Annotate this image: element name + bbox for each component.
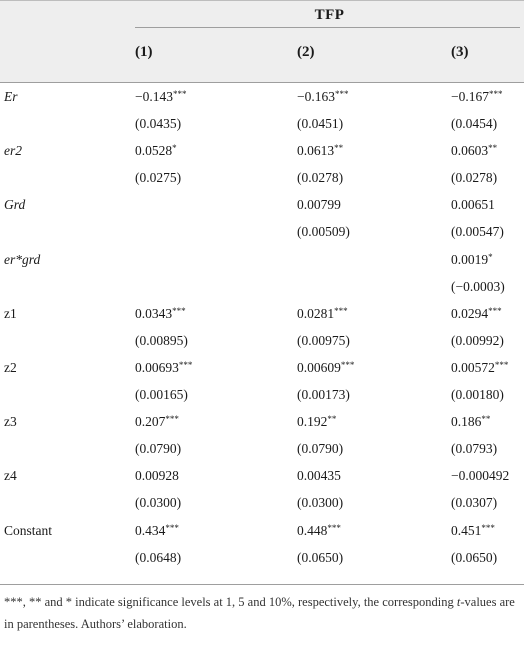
cell-value: (0.0300) <box>135 495 182 511</box>
cell-col-2 <box>297 306 348 322</box>
significance-stars: * <box>488 251 493 262</box>
header-group-row <box>0 1 524 28</box>
cell-value: 0.00799 <box>297 197 341 213</box>
cell-value: (0.00895) <box>135 332 188 348</box>
cell-col-2 <box>297 170 343 186</box>
cell-col-1 <box>135 550 181 566</box>
table-row-standard-error <box>0 489 524 516</box>
table-body <box>0 83 524 571</box>
cell-col-3 <box>451 224 504 240</box>
row-label: Constant <box>4 522 53 538</box>
cell-col-1 <box>135 441 181 457</box>
significance-stars: *** <box>327 522 341 533</box>
significance-stars: * <box>172 143 177 154</box>
significance-stars: *** <box>165 522 179 533</box>
cell-value: (0.00509) <box>297 224 350 240</box>
cell-col-1 <box>135 116 181 132</box>
cell-col-3 <box>451 495 497 511</box>
cell-col-2 <box>297 550 343 566</box>
cell-value: 0.186 <box>451 414 482 430</box>
cell-value: 0.0343 <box>135 305 173 321</box>
cell-col-2 <box>297 468 341 484</box>
cell-col-2 <box>297 360 354 376</box>
cell-col-2 <box>297 197 341 213</box>
cell-value: 0.207 <box>135 414 166 430</box>
cell-value: 0.00928 <box>135 468 179 484</box>
significance-stars: *** <box>340 359 355 370</box>
table-row-standard-error <box>0 164 524 191</box>
cell-col-1 <box>135 360 192 376</box>
significance-stars: *** <box>334 305 348 316</box>
cell-col-1 <box>135 387 188 403</box>
table-row-standard-error <box>0 273 524 300</box>
row-label: z2 <box>4 359 17 375</box>
significance-stars: ** <box>481 414 491 425</box>
cell-value: −0.000492 <box>451 468 510 484</box>
cell-col-3 <box>451 468 509 484</box>
significance-stars: *** <box>494 359 509 370</box>
row-label: z1 <box>4 305 17 321</box>
cell-value: (0.0451) <box>297 116 344 132</box>
cell-value: 0.451 <box>451 522 482 538</box>
cell-col-1 <box>135 414 179 430</box>
significance-stars: *** <box>488 305 502 316</box>
group-title: TFP <box>314 7 345 23</box>
cell-value: 0.0603 <box>451 143 489 159</box>
cell-col-2 <box>297 333 350 349</box>
cell-value: (−0.0003) <box>451 278 505 294</box>
cell-value: (0.00180) <box>451 387 504 403</box>
cell-value: (0.0278) <box>451 170 498 186</box>
cell-col-1 <box>135 143 177 159</box>
footnote-t-symbol: t <box>456 595 461 609</box>
table-row <box>0 517 524 544</box>
cell-value: 0.0294 <box>451 305 489 321</box>
cell-value: (0.0278) <box>297 170 344 186</box>
significance-stars: *** <box>335 89 349 99</box>
cell-col-2 <box>297 495 343 511</box>
cell-value: (0.00547) <box>451 224 504 240</box>
cell-value: 0.00651 <box>451 197 495 213</box>
cell-value: (0.0307) <box>451 495 498 511</box>
cell-value: (0.00173) <box>297 387 350 403</box>
column-header-2: (2) <box>297 44 315 60</box>
cell-value: −0.167 <box>451 89 489 104</box>
column-header-1: (1) <box>135 44 153 60</box>
cell-col-1 <box>135 333 188 349</box>
cell-col-1 <box>135 306 186 322</box>
table-row-standard-error <box>0 110 524 137</box>
significance-stars: ** <box>334 143 344 154</box>
cell-col-3 <box>451 143 497 159</box>
cell-col-2 <box>297 89 349 105</box>
table-row <box>0 246 524 273</box>
table-row <box>0 462 524 489</box>
table-row <box>0 191 524 218</box>
cell-col-2 <box>297 414 336 430</box>
cell-value: 0.00693 <box>135 359 179 375</box>
row-label: er2 <box>4 143 22 159</box>
row-label: Er <box>4 89 18 104</box>
cell-col-3 <box>451 441 497 457</box>
cell-value: (0.0435) <box>135 116 182 132</box>
cell-value: (0.0300) <box>297 495 344 511</box>
footnote-text-start: ***, ** and * indicate significance levels at 1, 5 and 10%, respectively, the corresponding <box>4 595 457 609</box>
cell-col-3 <box>451 387 504 403</box>
cell-col-1 <box>135 468 179 484</box>
significance-stars: *** <box>489 89 503 99</box>
row-label: Grd <box>4 197 26 213</box>
cell-col-2 <box>297 523 341 539</box>
cell-value: 0.0019 <box>451 251 489 267</box>
header-columns-row <box>0 28 524 82</box>
table-row <box>0 354 524 381</box>
table-row-standard-error <box>0 435 524 462</box>
cell-value: (0.00975) <box>297 332 350 348</box>
cell-col-3 <box>451 89 503 105</box>
table-row <box>0 300 524 327</box>
footnote <box>4 591 518 635</box>
table-row-standard-error <box>0 381 524 408</box>
cell-col-3 <box>451 333 504 349</box>
cell-value: 0.00572 <box>451 359 495 375</box>
column-header-3: (3) <box>451 44 469 60</box>
cell-col-3 <box>451 197 495 213</box>
cell-col-1 <box>135 170 181 186</box>
cell-value: (0.0790) <box>135 441 182 457</box>
cell-value: −0.143 <box>135 89 173 104</box>
row-label: er*grd <box>4 251 41 267</box>
cell-value: (0.0793) <box>451 441 498 457</box>
cell-col-3 <box>451 116 497 132</box>
cell-value: 0.0613 <box>297 143 335 159</box>
cell-value: −0.163 <box>297 89 335 104</box>
cell-value: 0.0528 <box>135 143 173 159</box>
cell-col-2 <box>297 116 343 132</box>
row-label: z3 <box>4 414 17 430</box>
cell-col-3 <box>451 170 497 186</box>
cell-value: (0.0650) <box>451 549 498 565</box>
bottom-rule <box>0 584 524 585</box>
significance-stars: *** <box>173 89 187 99</box>
cell-col-3 <box>451 414 490 430</box>
cell-value: (0.00992) <box>451 332 504 348</box>
cell-col-3 <box>451 306 502 322</box>
table-row <box>0 408 524 435</box>
cell-col-3 <box>451 360 508 376</box>
cell-value: (0.0275) <box>135 170 182 186</box>
cell-value: (0.0650) <box>297 549 344 565</box>
cell-col-3 <box>451 550 497 566</box>
cell-value: 0.434 <box>135 522 166 538</box>
cell-col-1 <box>135 89 187 105</box>
table-row-standard-error <box>0 544 524 571</box>
cell-value: (0.0648) <box>135 549 182 565</box>
table-row <box>0 137 524 164</box>
significance-stars: *** <box>165 414 179 425</box>
cell-col-1 <box>135 523 179 539</box>
cell-col-3 <box>451 252 493 268</box>
cell-col-2 <box>297 143 343 159</box>
table-row-standard-error <box>0 327 524 354</box>
cell-value: (0.0790) <box>297 441 344 457</box>
cell-col-1 <box>135 495 181 511</box>
significance-stars: *** <box>178 359 193 370</box>
table-row <box>0 83 524 110</box>
cell-col-2 <box>297 441 343 457</box>
significance-stars: *** <box>481 522 495 533</box>
cell-value: (0.00165) <box>135 387 188 403</box>
cell-value: 0.192 <box>297 414 328 430</box>
significance-stars: *** <box>172 305 186 316</box>
significance-stars: ** <box>488 143 498 154</box>
cell-col-2 <box>297 387 350 403</box>
cell-col-3 <box>451 523 495 539</box>
cell-value: 0.00609 <box>297 359 341 375</box>
cell-value: (0.0454) <box>451 116 498 132</box>
table-row-standard-error <box>0 218 524 245</box>
cell-col-2 <box>297 224 350 240</box>
cell-value: 0.448 <box>297 522 328 538</box>
significance-stars: ** <box>327 414 337 425</box>
cell-col-3 <box>451 279 505 295</box>
row-label: z4 <box>4 468 17 484</box>
footnote-text-end: -values are in parentheses. Authors’ elaboration. <box>4 595 515 631</box>
cell-value: 0.00435 <box>297 468 341 484</box>
cell-value: 0.0281 <box>297 305 335 321</box>
